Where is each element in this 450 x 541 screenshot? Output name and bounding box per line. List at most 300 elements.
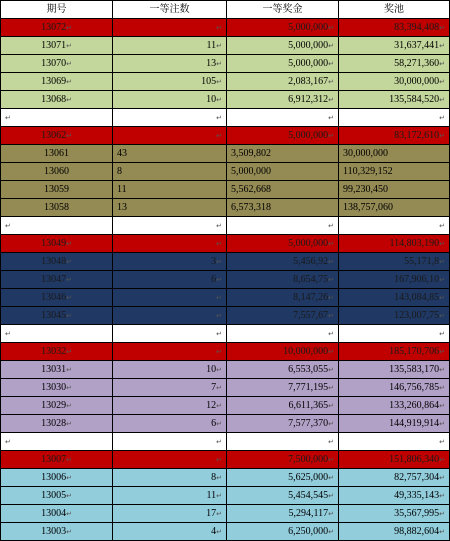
prize-cell — [227, 55, 339, 73]
table-row — [1, 469, 450, 487]
prize-cell-value: 3,509,802 — [231, 147, 271, 159]
pool-cell — [339, 163, 450, 181]
pool-cell — [339, 289, 450, 307]
prize-cell-value: 6,553,055 — [288, 363, 329, 375]
separator-cell — [1, 433, 113, 451]
prize-cell-value: 6,611,365 — [288, 399, 329, 411]
winners-cell — [113, 37, 227, 55]
pool-cell-value: 151,806,340 — [389, 453, 440, 465]
winners-cell-value: 6 — [211, 273, 217, 285]
period-cell — [1, 523, 113, 541]
paragraph-mark-icon: ↵ — [216, 473, 222, 482]
pool-cell — [339, 253, 450, 271]
table-row — [1, 487, 450, 505]
period-cell — [1, 19, 113, 37]
paragraph-mark-icon: ↵ — [66, 23, 72, 32]
table-row — [1, 235, 450, 253]
paragraph-mark-icon: ↵ — [439, 59, 445, 68]
prize-cell — [227, 379, 339, 397]
prize-cell-value: 10,000,000 — [283, 345, 329, 357]
paragraph-mark-icon: ↵ — [66, 257, 72, 266]
paragraph-mark-icon: ↵ — [216, 383, 222, 392]
prize-cell-value: 7,577,370 — [288, 417, 329, 429]
paragraph-mark-icon: ↵ — [328, 509, 334, 518]
paragraph-mark-icon: ↵ — [439, 491, 445, 500]
winners-cell — [113, 523, 227, 541]
period-cell-value: 13069 — [41, 75, 67, 87]
period-cell — [1, 469, 113, 487]
paragraph-mark-icon: ↵ — [216, 239, 222, 248]
paragraph-mark-icon: ↵ — [66, 473, 72, 482]
period-cell — [1, 163, 113, 181]
paragraph-mark-icon: ↵ — [328, 437, 334, 446]
paragraph-mark-icon: ↵ — [216, 221, 222, 230]
table-row — [1, 523, 450, 541]
paragraph-mark-icon: ↵ — [328, 365, 334, 374]
period-cell-value: 13047 — [41, 273, 67, 285]
prize-cell-value: 5,000,000 — [231, 165, 271, 177]
paragraph-mark-icon: ↵ — [216, 509, 222, 518]
winners-cell-value: 11 — [117, 183, 127, 195]
prize-cell — [227, 127, 339, 145]
pool-cell-value: 110,329,152 — [343, 165, 393, 177]
paragraph-mark-icon: ↵ — [66, 239, 72, 248]
pool-cell — [339, 235, 450, 253]
paragraph-mark-icon: ↵ — [328, 23, 334, 32]
table-row — [1, 271, 450, 289]
winners-cell-value: 11 — [206, 489, 217, 501]
winners-cell — [113, 253, 227, 271]
separator-cell — [227, 109, 339, 127]
period-cell-value: 13030 — [41, 381, 67, 393]
winners-cell — [113, 343, 227, 361]
table-row — [1, 505, 450, 523]
period-cell-value: 13049 — [41, 237, 67, 249]
period-cell-value: 13028 — [41, 417, 67, 429]
paragraph-mark-icon: ↵ — [439, 221, 445, 230]
paragraph-mark-icon: ↵ — [66, 509, 72, 518]
paragraph-mark-icon: ↵ — [439, 275, 445, 284]
period-cell-value: 13045 — [41, 309, 67, 321]
period-cell-value: 13031 — [41, 363, 67, 375]
pool-cell-value: 135,583,170 — [389, 363, 440, 375]
period-cell — [1, 235, 113, 253]
paragraph-mark-icon: ↵ — [66, 293, 72, 302]
prize-cell-value: 5,000,000 — [288, 39, 329, 51]
paragraph-mark-icon: ↵ — [5, 437, 11, 446]
pool-cell-value: 98,882,604 — [394, 525, 440, 537]
winners-cell-value: 13 — [206, 57, 217, 69]
paragraph-mark-icon: ↵ — [66, 401, 72, 410]
paragraph-mark-icon: ↵ — [66, 59, 72, 68]
paragraph-mark-icon: ↵ — [216, 455, 222, 464]
pool-cell — [339, 19, 450, 37]
separator-row — [1, 325, 450, 343]
winners-cell — [113, 235, 227, 253]
period-cell-value: 13071 — [41, 39, 67, 51]
paragraph-mark-icon: ↵ — [66, 491, 72, 500]
period-cell — [1, 343, 113, 361]
paragraph-mark-icon: ↵ — [328, 257, 334, 266]
prize-cell-value: 8,147,26 — [293, 291, 329, 303]
period-cell — [1, 307, 113, 325]
winners-cell-value: 43 — [117, 147, 127, 159]
table-row — [1, 91, 450, 109]
pool-cell — [339, 469, 450, 487]
paragraph-mark-icon: ↵ — [328, 527, 334, 536]
prize-cell-value: 7,557,67 — [293, 309, 329, 321]
prize-cell — [227, 37, 339, 55]
pool-cell — [339, 73, 450, 91]
header-prize: 一等奖金 — [227, 1, 339, 19]
paragraph-mark-icon: ↵ — [66, 95, 72, 104]
period-cell-value: 13032 — [41, 345, 67, 357]
paragraph-mark-icon: ↵ — [439, 41, 445, 50]
paragraph-mark-icon: ↵ — [328, 95, 334, 104]
winners-cell — [113, 361, 227, 379]
paragraph-mark-icon: ↵ — [439, 311, 445, 320]
period-cell-value: 13061 — [44, 147, 69, 159]
winners-cell — [113, 271, 227, 289]
paragraph-mark-icon: ↵ — [216, 365, 222, 374]
paragraph-mark-icon: ↵ — [66, 455, 72, 464]
paragraph-mark-icon: ↵ — [328, 383, 334, 392]
separator-cell — [113, 325, 227, 343]
prize-cell-value: 5,456,92 — [293, 255, 329, 267]
pool-cell — [339, 145, 450, 163]
prize-cell-value: 5,000,000 — [288, 129, 329, 141]
paragraph-mark-icon: ↵ — [216, 23, 222, 32]
pool-cell-value: 55,171,8 — [404, 255, 440, 267]
separator-cell — [339, 109, 450, 127]
period-cell-value: 13070 — [41, 57, 67, 69]
pool-cell-value: 99,230,450 — [343, 183, 388, 195]
period-cell — [1, 487, 113, 505]
paragraph-mark-icon: ↵ — [439, 437, 445, 446]
paragraph-mark-icon: ↵ — [328, 275, 334, 284]
pool-cell-value: 49,335,143 — [394, 489, 440, 501]
table-row — [1, 19, 450, 37]
paragraph-mark-icon: ↵ — [216, 41, 222, 50]
prize-cell — [227, 289, 339, 307]
pool-cell-value: 83,172,610 — [394, 129, 440, 141]
winners-cell-value: 7 — [211, 381, 217, 393]
paragraph-mark-icon: ↵ — [328, 401, 334, 410]
prize-cell — [227, 163, 339, 181]
pool-cell-value: 144,919,914 — [389, 417, 440, 429]
winners-cell — [113, 199, 227, 217]
prize-cell — [227, 343, 339, 361]
table-row — [1, 73, 450, 91]
winners-cell-value: 10 — [206, 93, 217, 105]
pool-cell-value: 123,007,75 — [394, 309, 440, 321]
table-row — [1, 289, 450, 307]
pool-cell-value: 146,756,785 — [389, 381, 440, 393]
winners-cell-value: 8 — [211, 471, 217, 483]
header-row — [1, 1, 450, 19]
pool-cell-value: 58,271,360 — [394, 57, 440, 69]
paragraph-mark-icon: ↵ — [328, 131, 334, 140]
winners-cell-value: 10 — [206, 363, 217, 375]
prize-cell-value: 5,625,000 — [288, 471, 329, 483]
paragraph-mark-icon: ↵ — [66, 275, 72, 284]
prize-cell — [227, 307, 339, 325]
pool-cell-value: 138,757,060 — [343, 201, 393, 213]
paragraph-mark-icon: ↵ — [216, 131, 222, 140]
prize-cell — [227, 487, 339, 505]
prize-cell — [227, 73, 339, 91]
paragraph-mark-icon: ↵ — [216, 401, 222, 410]
table-row — [1, 181, 450, 199]
separator-cell — [339, 433, 450, 451]
winners-cell — [113, 415, 227, 433]
period-cell-value: 13072 — [41, 21, 67, 33]
paragraph-mark-icon: ↵ — [216, 257, 222, 266]
pool-cell-value: 83,394,408 — [394, 21, 440, 33]
pool-cell-value: 30,000,000 — [343, 147, 388, 159]
prize-cell-value: 8,654,75 — [293, 273, 329, 285]
paragraph-mark-icon: ↵ — [216, 527, 222, 536]
separator-cell — [113, 109, 227, 127]
separator-cell — [113, 217, 227, 235]
winners-cell — [113, 469, 227, 487]
prize-cell — [227, 397, 339, 415]
paragraph-mark-icon: ↵ — [439, 509, 445, 518]
paragraph-mark-icon: ↵ — [328, 113, 334, 122]
period-cell-value: 13058 — [44, 201, 69, 213]
winners-cell — [113, 289, 227, 307]
winners-cell-value: 8 — [117, 165, 122, 177]
winners-cell — [113, 163, 227, 181]
winners-cell — [113, 127, 227, 145]
period-cell — [1, 127, 113, 145]
period-cell — [1, 415, 113, 433]
paragraph-mark-icon: ↵ — [439, 293, 445, 302]
period-cell — [1, 73, 113, 91]
pool-cell — [339, 127, 450, 145]
separator-cell — [339, 325, 450, 343]
paragraph-mark-icon: ↵ — [66, 131, 72, 140]
pool-cell — [339, 397, 450, 415]
winners-cell-value: 105 — [201, 75, 217, 87]
period-cell-value: 13005 — [41, 489, 67, 501]
header-pool: 奖池 — [339, 1, 450, 19]
period-cell-value: 13004 — [41, 507, 67, 519]
period-cell — [1, 145, 113, 163]
separator-cell — [227, 325, 339, 343]
paragraph-mark-icon: ↵ — [5, 221, 11, 230]
pool-cell-value: 31,637,441 — [394, 39, 440, 51]
paragraph-mark-icon: ↵ — [328, 491, 334, 500]
table-row — [1, 55, 450, 73]
prize-cell-value: 6,912,312 — [288, 93, 329, 105]
pool-cell-value: 135,584,520 — [389, 93, 440, 105]
paragraph-mark-icon: ↵ — [216, 311, 222, 320]
paragraph-mark-icon: ↵ — [216, 113, 222, 122]
winners-cell-value: 12 — [206, 399, 217, 411]
prize-cell-value: 5,000,000 — [288, 237, 329, 249]
paragraph-mark-icon: ↵ — [216, 293, 222, 302]
pool-cell — [339, 415, 450, 433]
pool-cell — [339, 379, 450, 397]
prize-cell — [227, 181, 339, 199]
paragraph-mark-icon: ↵ — [328, 239, 334, 248]
period-cell — [1, 55, 113, 73]
paragraph-mark-icon: ↵ — [439, 95, 445, 104]
paragraph-mark-icon: ↵ — [216, 491, 222, 500]
period-cell — [1, 91, 113, 109]
prize-cell-value: 7,771,195 — [288, 381, 329, 393]
separator-cell — [227, 217, 339, 235]
paragraph-mark-icon: ↵ — [328, 347, 334, 356]
prize-cell-value: 2,083,167 — [288, 75, 329, 87]
prize-cell — [227, 145, 339, 163]
paragraph-mark-icon: ↵ — [66, 311, 72, 320]
pool-cell-value: 185,170,706 — [389, 345, 440, 357]
paragraph-mark-icon: ↵ — [439, 257, 445, 266]
paragraph-mark-icon: ↵ — [216, 77, 222, 86]
paragraph-mark-icon: ↵ — [439, 473, 445, 482]
prize-cell — [227, 271, 339, 289]
period-cell-value: 13059 — [44, 183, 69, 195]
paragraph-mark-icon: ↵ — [439, 77, 445, 86]
pool-cell — [339, 361, 450, 379]
paragraph-mark-icon: ↵ — [216, 95, 222, 104]
winners-cell — [113, 19, 227, 37]
paragraph-mark-icon: ↵ — [66, 77, 72, 86]
paragraph-mark-icon: ↵ — [439, 23, 445, 32]
winners-cell — [113, 379, 227, 397]
period-cell — [1, 451, 113, 469]
prize-cell-value: 5,000,000 — [288, 57, 329, 69]
table-row — [1, 307, 450, 325]
table-row — [1, 199, 450, 217]
prize-cell-value: 5,562,668 — [231, 183, 271, 195]
winners-cell — [113, 505, 227, 523]
winners-cell — [113, 487, 227, 505]
period-cell — [1, 397, 113, 415]
paragraph-mark-icon: ↵ — [439, 347, 445, 356]
pool-cell — [339, 343, 450, 361]
pool-cell-value: 82,757,304 — [394, 471, 440, 483]
paragraph-mark-icon: ↵ — [439, 239, 445, 248]
paragraph-mark-icon: ↵ — [66, 347, 72, 356]
table-row — [1, 37, 450, 55]
period-cell-value: 13003 — [41, 525, 67, 537]
winners-cell-value: 4 — [211, 525, 217, 537]
period-cell-value: 13006 — [41, 471, 67, 483]
winners-cell — [113, 145, 227, 163]
winners-cell — [113, 307, 227, 325]
pool-cell — [339, 451, 450, 469]
pool-cell-value: 167,906,10 — [394, 273, 440, 285]
pool-cell-value: 30,000,000 — [394, 75, 440, 87]
table-row — [1, 127, 450, 145]
winners-cell — [113, 451, 227, 469]
winners-cell-value: 11 — [206, 39, 217, 51]
paragraph-mark-icon: ↵ — [216, 59, 222, 68]
paragraph-mark-icon: ↵ — [328, 473, 334, 482]
prize-cell — [227, 91, 339, 109]
winners-cell — [113, 55, 227, 73]
winners-cell-value: 3 — [211, 255, 217, 267]
pool-cell — [339, 307, 450, 325]
pool-cell — [339, 271, 450, 289]
period-cell — [1, 361, 113, 379]
winners-cell-value: 17 — [206, 507, 217, 519]
paragraph-mark-icon: ↵ — [66, 365, 72, 374]
period-cell — [1, 37, 113, 55]
winners-cell-value: 6 — [211, 417, 217, 429]
period-cell-value: 13060 — [44, 165, 69, 177]
paragraph-mark-icon: ↵ — [439, 455, 445, 464]
paragraph-mark-icon: ↵ — [66, 383, 72, 392]
winners-cell — [113, 91, 227, 109]
period-cell-value: 13068 — [41, 93, 67, 105]
separator-cell — [339, 217, 450, 235]
prize-cell — [227, 199, 339, 217]
pool-cell — [339, 505, 450, 523]
paragraph-mark-icon: ↵ — [439, 131, 445, 140]
paragraph-mark-icon: ↵ — [66, 41, 72, 50]
table-row — [1, 343, 450, 361]
pool-cell — [339, 55, 450, 73]
prize-cell-value: 5,000,000 — [288, 21, 329, 33]
prize-cell — [227, 505, 339, 523]
paragraph-mark-icon: ↵ — [439, 401, 445, 410]
pool-cell — [339, 37, 450, 55]
separator-row — [1, 217, 450, 235]
pool-cell-value: 35,567,995 — [394, 507, 440, 519]
period-cell-value: 13029 — [41, 399, 67, 411]
paragraph-mark-icon: ↵ — [328, 59, 334, 68]
paragraph-mark-icon: ↵ — [328, 311, 334, 320]
winners-cell-value: 13 — [117, 201, 127, 213]
paragraph-mark-icon: ↵ — [328, 77, 334, 86]
winners-cell — [113, 397, 227, 415]
prize-cell — [227, 451, 339, 469]
header-winners: 一等注数 — [113, 1, 227, 19]
prize-cell-value: 5,294,117 — [288, 507, 329, 519]
paragraph-mark-icon: ↵ — [439, 329, 445, 338]
paragraph-mark-icon: ↵ — [439, 419, 445, 428]
period-cell — [1, 199, 113, 217]
separator-row — [1, 109, 450, 127]
prize-cell-value: 6,250,000 — [288, 525, 329, 537]
header-period: 期号 — [1, 1, 113, 19]
period-cell-value: 13046 — [41, 291, 67, 303]
table-row — [1, 451, 450, 469]
paragraph-mark-icon: ↵ — [328, 329, 334, 338]
paragraph-mark-icon: ↵ — [328, 41, 334, 50]
paragraph-mark-icon: ↵ — [5, 329, 11, 338]
prize-cell — [227, 253, 339, 271]
period-cell — [1, 253, 113, 271]
paragraph-mark-icon: ↵ — [66, 419, 72, 428]
separator-cell — [227, 433, 339, 451]
prize-cell — [227, 415, 339, 433]
pool-cell-value: 114,803,190 — [389, 237, 440, 249]
paragraph-mark-icon: ↵ — [216, 347, 222, 356]
table-row — [1, 163, 450, 181]
period-cell — [1, 271, 113, 289]
pool-cell — [339, 181, 450, 199]
paragraph-mark-icon: ↵ — [216, 437, 222, 446]
paragraph-mark-icon: ↵ — [439, 365, 445, 374]
prize-cell-value: 5,454,545 — [288, 489, 329, 501]
separator-cell — [113, 433, 227, 451]
paragraph-mark-icon: ↵ — [439, 383, 445, 392]
